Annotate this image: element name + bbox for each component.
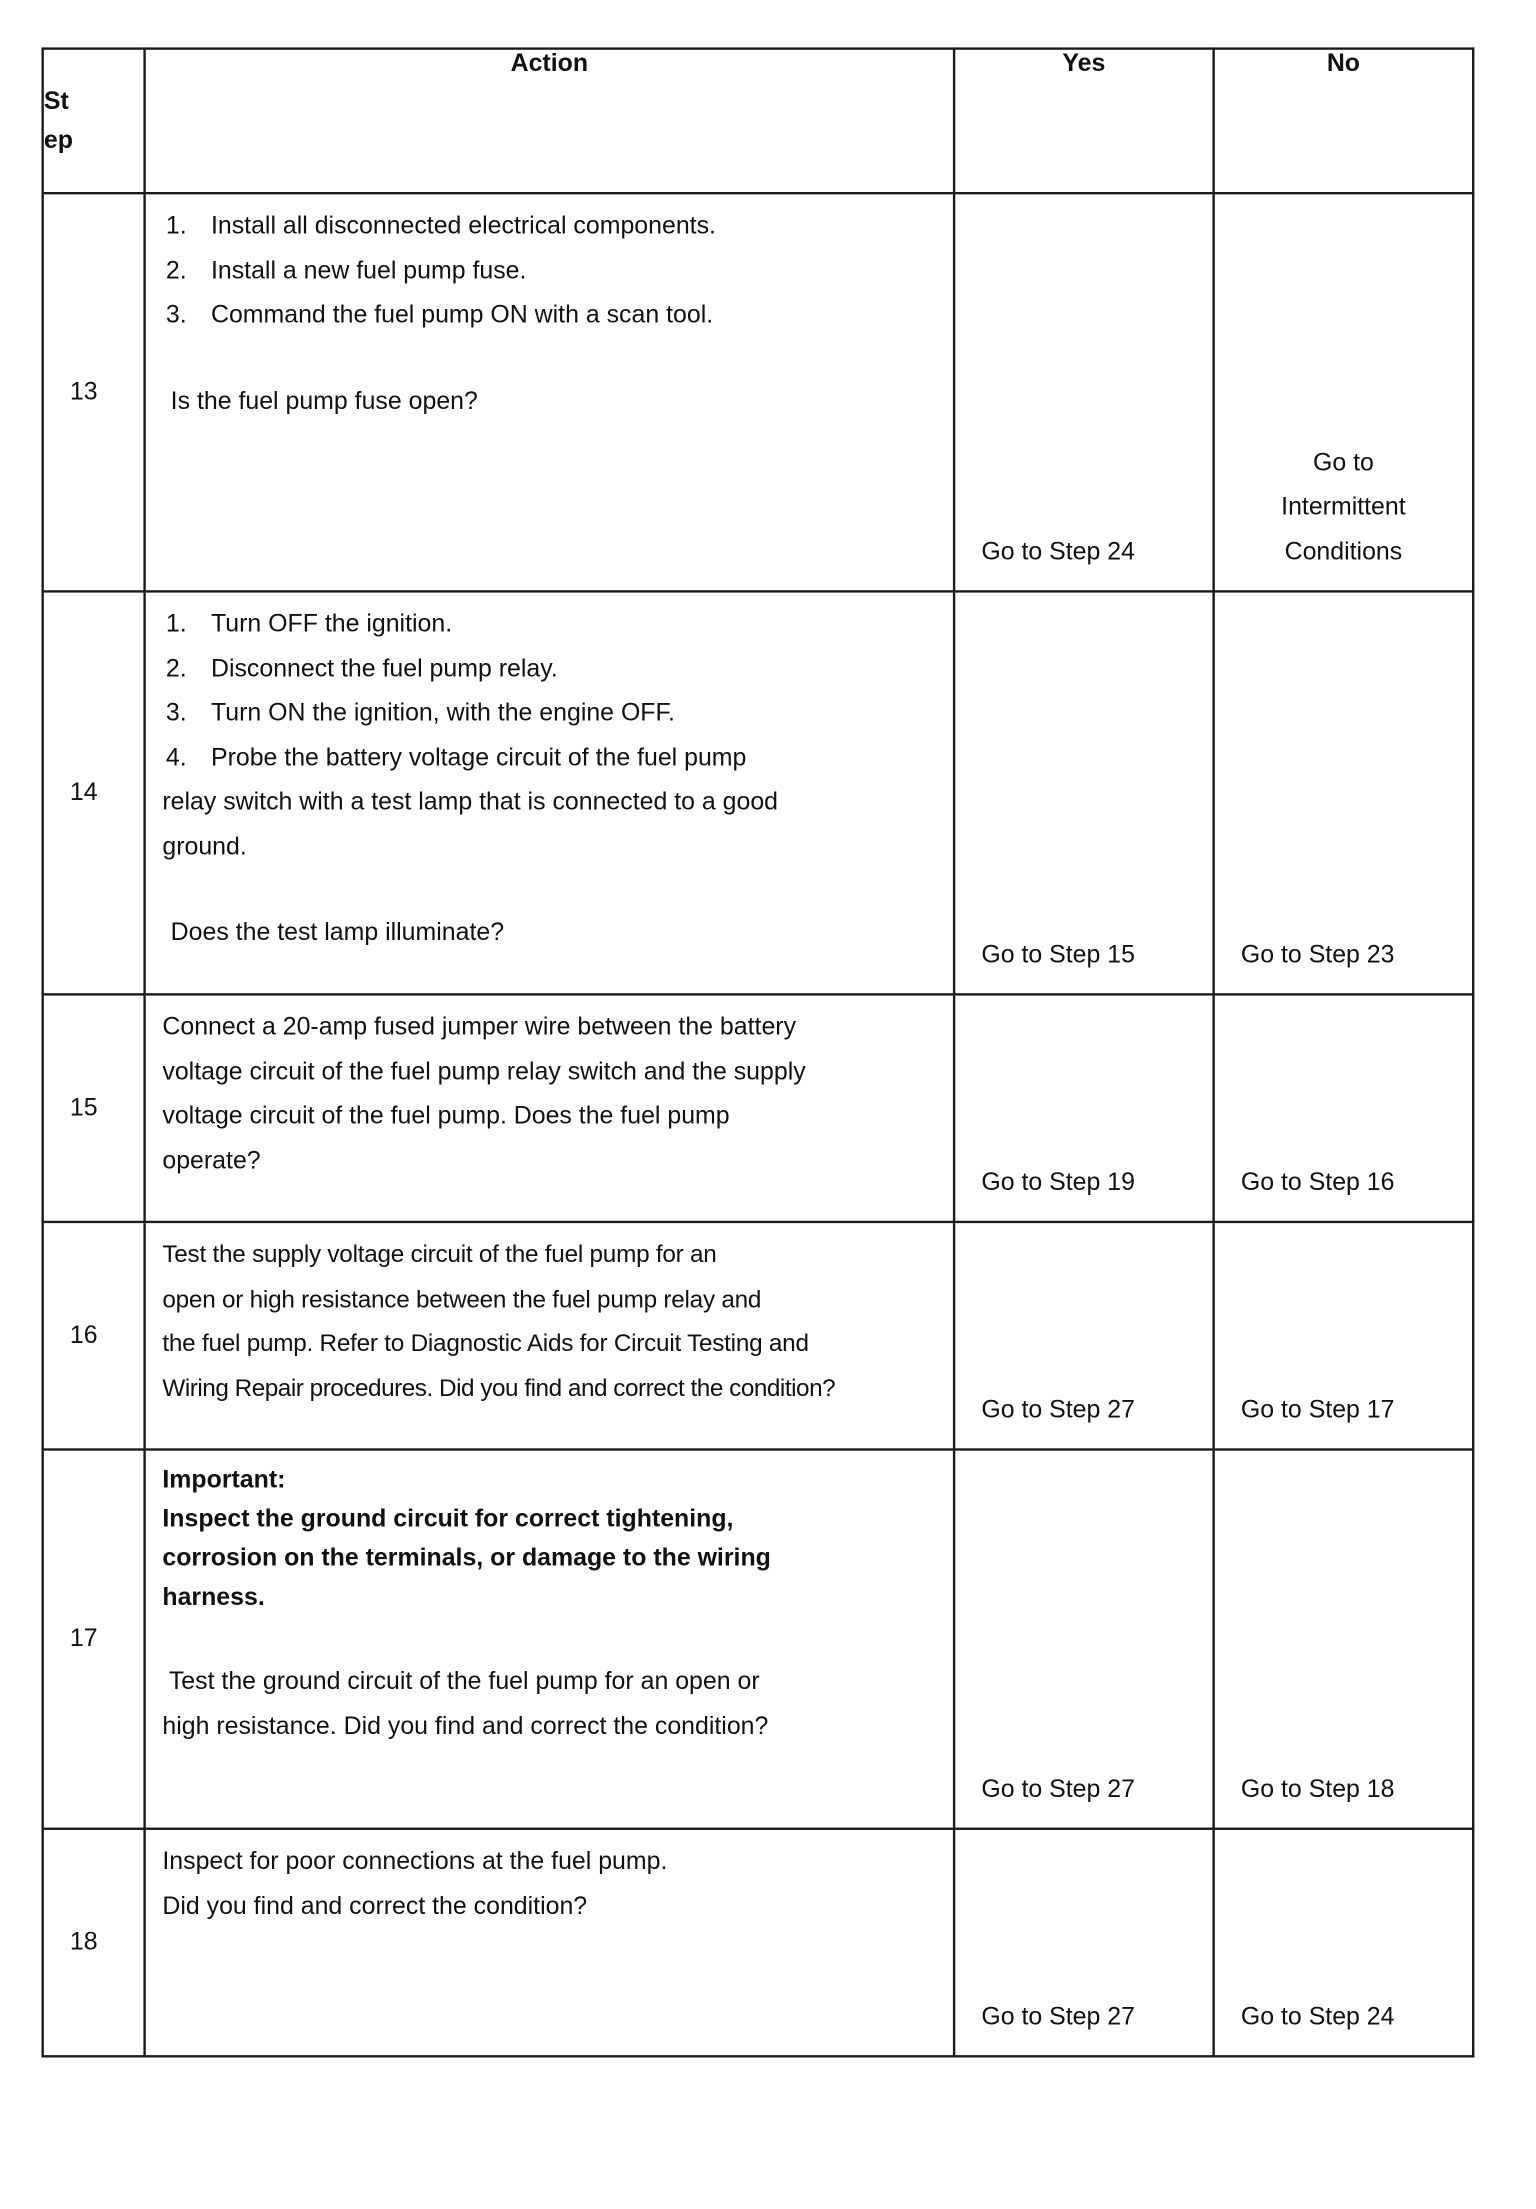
header-step: St ep: [43, 49, 145, 194]
action-cell: Important: Inspect the ground circuit for correct tightening, corrosion on the terminals, or damage to the wiring harness. Test the ground circuit of the fuel pump for an open or high resistance. Did you find and correct the condition?: [145, 1449, 954, 1828]
step-number: 15: [43, 994, 145, 1222]
action-cell: Inspect for poor connections at the fuel pump. Did you find and correct the condition?: [145, 1829, 954, 2057]
action-cell: [145, 193, 954, 591]
header-no: No: [1214, 49, 1474, 194]
action-list: [162, 602, 943, 780]
step-number: 16: [43, 1222, 145, 1450]
continuation-line: relay switch with a test lamp that is connected to a good: [162, 788, 779, 816]
yes-cell: Go to Step 27: [954, 1449, 1214, 1828]
list-item: 1. Turn OFF the ignition.: [165, 610, 453, 638]
list-item: 2. Disconnect the fuel pump relay.: [165, 654, 558, 683]
table-row: [43, 1829, 1474, 2057]
list-item: 4. Probe the battery voltage circuit of the fuel pump: [165, 743, 747, 771]
table-row: [43, 994, 1474, 1222]
yes-cell: Go to Step 19: [954, 994, 1214, 1222]
step-number: 17: [43, 1449, 145, 1828]
list-item: 3. Turn ON the ignition, with the engine OFF.: [165, 699, 675, 727]
diagnostic-table: [41, 47, 1474, 2057]
continuation-line: ground.: [162, 832, 247, 860]
yes-cell: Go to Step 27: [954, 1222, 1214, 1450]
table-row: [43, 193, 1474, 591]
action-cell: Test the supply voltage circuit of the fuel pump for an open or high resistance between the fuel pump relay and the fuel pump. Refer to Diagnostic Aids for Circuit Testing and Wiring Repair procedures. Did you find and correct the condition?: [145, 1222, 954, 1450]
table-row: [43, 1449, 1474, 1828]
question: Does the test lamp illuminate?: [170, 918, 505, 946]
table-row: [43, 591, 1474, 994]
question: Is the fuel pump fuse open?: [170, 386, 478, 415]
step-number: 18: [43, 1829, 145, 2057]
yes-cell: Go to Step 27: [954, 1829, 1214, 2057]
list-item: 2. Install a new fuel pump fuse.: [165, 256, 527, 284]
step-number: 13: [43, 193, 145, 591]
action-cell: [145, 591, 954, 994]
no-cell: Go to Intermittent Conditions: [1214, 193, 1474, 591]
table-header-row: [43, 49, 1474, 194]
no-cell: Go to Step 24: [1214, 1829, 1474, 2057]
no-cell: Go to Step 18: [1214, 1449, 1474, 1828]
list-item: 1. Install all disconnected electrical components.: [165, 212, 716, 240]
header-action: Action: [145, 49, 954, 194]
yes-cell: Go to Step 24: [954, 193, 1214, 591]
header-yes: Yes: [954, 49, 1214, 194]
table-row: [43, 1222, 1474, 1450]
action-list: [162, 204, 943, 337]
list-item: 3. Command the fuel pump ON with a scan tool.: [165, 301, 714, 329]
no-cell: Go to Step 16: [1214, 994, 1474, 1222]
no-cell: Go to Step 17: [1214, 1222, 1474, 1450]
action-cell: Connect a 20-amp fused jumper wire between the battery voltage circuit of the fuel pump relay switch and the supply voltage circuit of the fuel pump. Does the fuel pump operate?: [145, 994, 954, 1222]
yes-cell: Go to Step 15: [954, 591, 1214, 994]
no-cell: Go to Step 23: [1214, 591, 1474, 994]
step-number: 14: [43, 591, 145, 994]
important-label: Important:: [162, 1466, 286, 1494]
